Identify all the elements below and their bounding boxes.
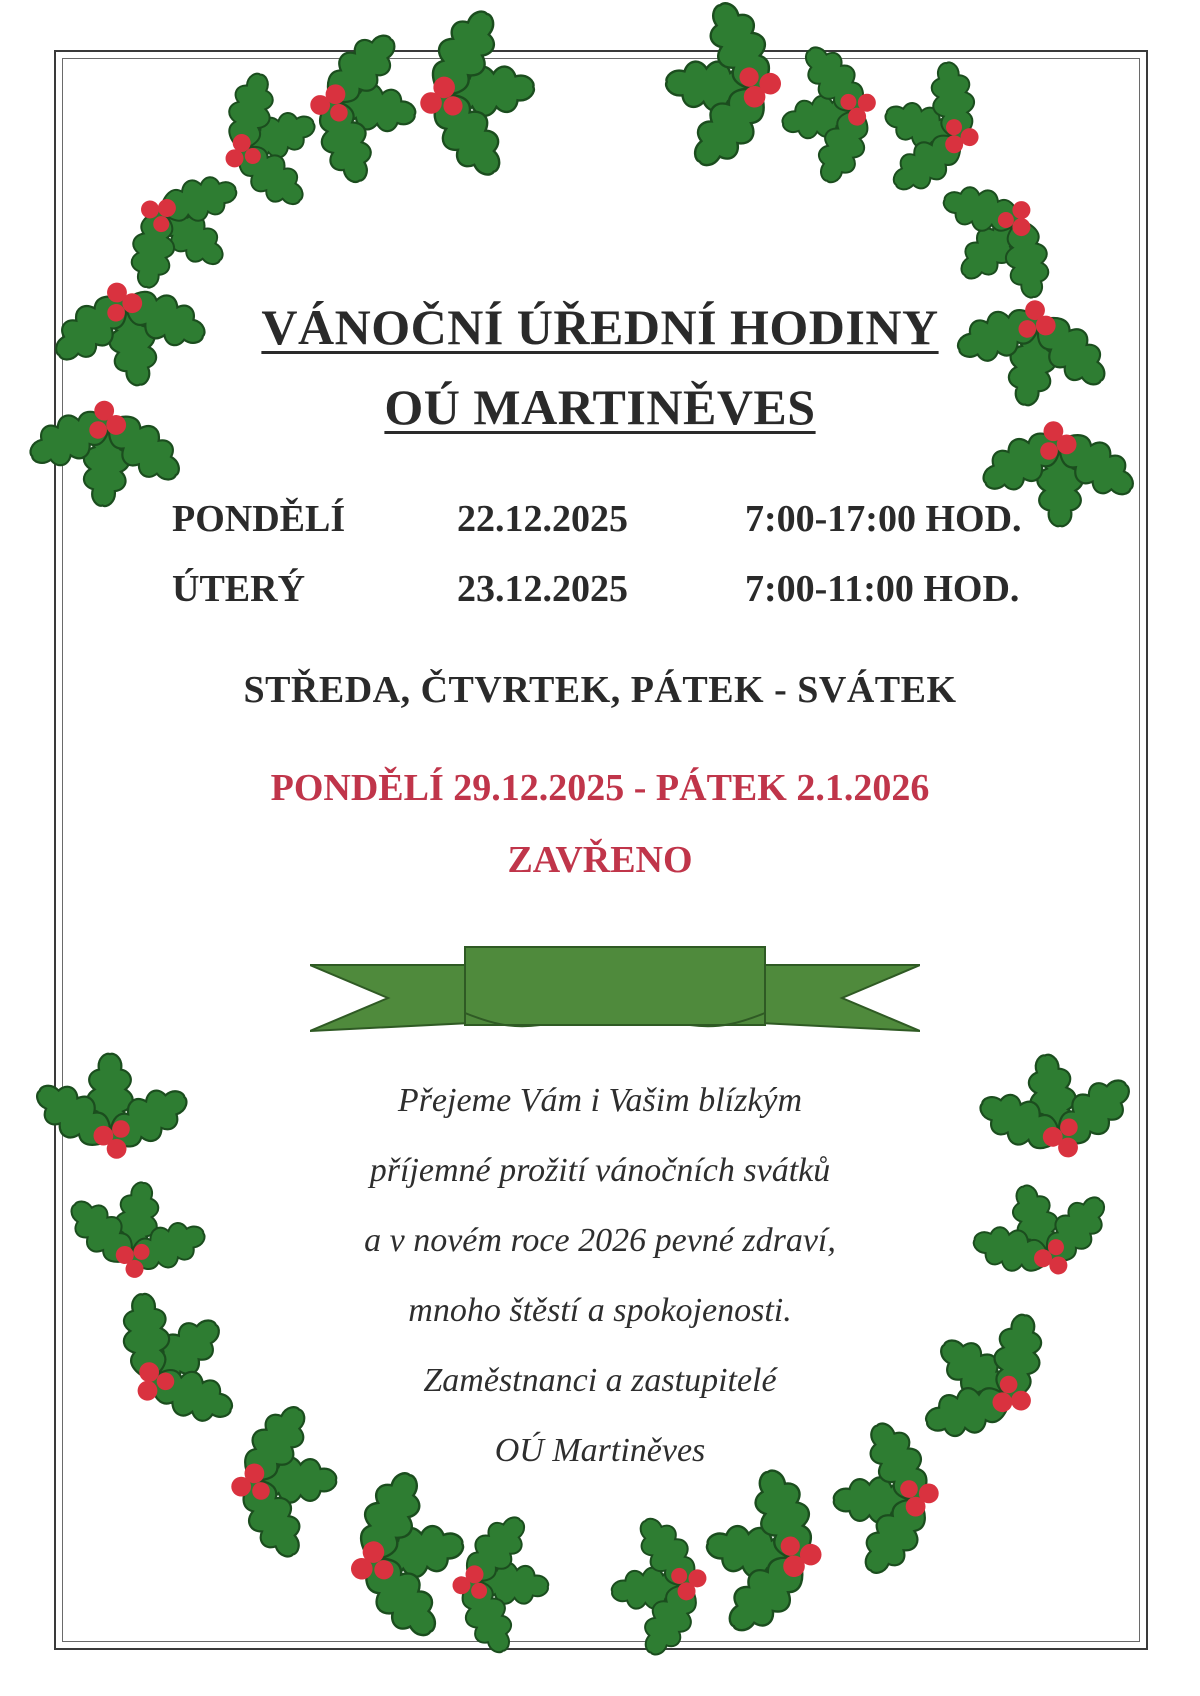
green-ribbon-banner [310, 943, 920, 1038]
schedule-date: 23.12.2025 [457, 568, 628, 610]
schedule-day: PONDĚLÍ [172, 498, 346, 540]
holiday-line: STŘEDA, ČTVRTEK, PÁTEK - SVÁTEK [243, 669, 957, 711]
page-title-line1: VÁNOČNÍ ÚŘEDNÍ HODINY [261, 299, 939, 355]
closed-label: ZAVŘENO [507, 839, 693, 881]
greeting-line: a v novém roce 2026 pevné zdraví, [364, 1222, 836, 1259]
closed-range: PONDĚLÍ 29.12.2025 - PÁTEK 2.1.2026 [270, 767, 930, 809]
schedule-hours: 7:00-17:00 HOD. [745, 498, 1022, 540]
schedule-day: ÚTERÝ [172, 568, 306, 610]
schedule-date: 22.12.2025 [457, 498, 628, 540]
greeting-signature: Zaměstnanci a zastupitelé [423, 1362, 777, 1399]
greeting-line: mnoho štěstí a spokojenosti. [408, 1292, 792, 1329]
greeting-line: Přejeme Vám i Vašim blízkým [397, 1082, 803, 1119]
greeting-office: OÚ Martiněves [494, 1432, 706, 1469]
greeting-line: příjemné prožití vánočních svátků [369, 1152, 831, 1189]
schedule-hours: 7:00-11:00 HOD. [745, 568, 1020, 610]
page-title-line2: OÚ MARTINĚVES [384, 379, 816, 435]
